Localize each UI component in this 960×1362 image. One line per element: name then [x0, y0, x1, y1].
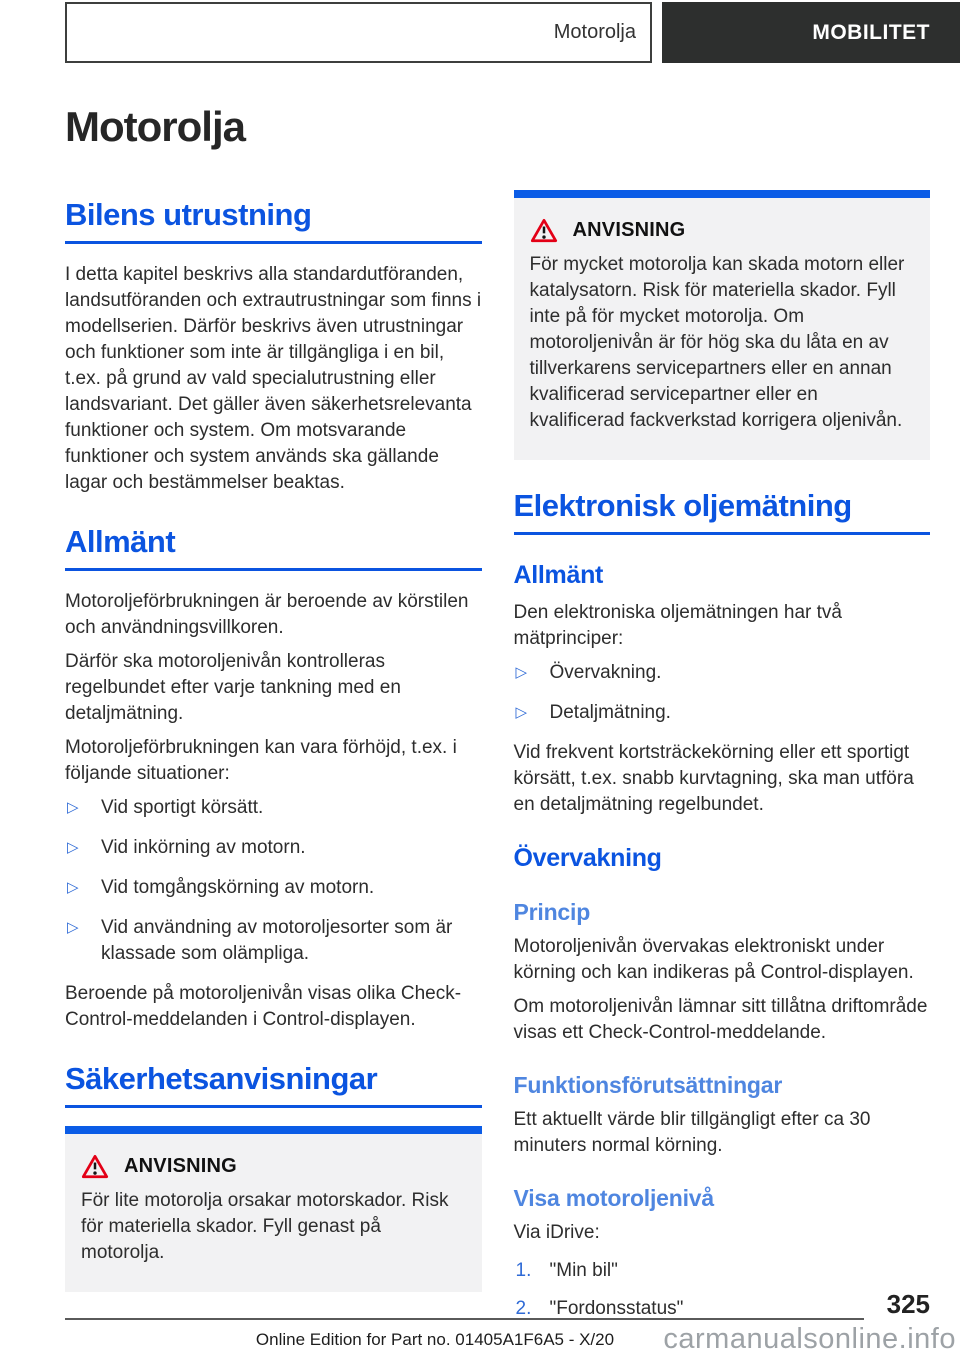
principle-paragraph-1: Motoroljenivån övervakas elektroniskt under körning och kan indikeras på Control-displayen.	[513, 936, 914, 983]
measuring-paragraph-2: Vid frekvent kortsträckekörning eller ett sportigt körsätt, t.ex. snabb kurvtagning, ska man utföra en detaljmätning regelbundet.	[513, 742, 914, 815]
requirements-paragraph: Ett aktuellt värde blir tillgängligt efter ca 30 minuters normal körning.	[513, 1109, 871, 1156]
notice-title: ANVISNING	[124, 1155, 237, 1177]
list-item-text: Övervakning.	[549, 662, 662, 683]
notice-box-low-oil	[65, 1126, 482, 1292]
list-item	[514, 1258, 931, 1284]
heading-bilens-utrustning: Bilens utrustning	[65, 197, 482, 244]
bullet-triangle-icon: ▷	[515, 704, 528, 721]
heading-allmant-left: Allmänt	[65, 524, 482, 571]
watermark-text: carmanualsonline.info	[659, 1323, 956, 1356]
bullet-triangle-icon: ▷	[67, 839, 79, 856]
bullet-triangle-icon: ▷	[67, 799, 79, 816]
header-section-label: Motorolja	[553, 21, 636, 43]
notice-box-too-much-oil	[514, 190, 931, 460]
heading-sakerhetsanvisningar: Säkerhetsanvisningar	[65, 1061, 482, 1108]
warning-triangle-icon	[81, 1154, 109, 1179]
bullet-triangle-icon: ▷	[515, 664, 528, 681]
oil-consumption-bullet-list	[65, 795, 482, 967]
step-number: 1.	[515, 1260, 532, 1281]
measuring-paragraph-1: Den elektroniska oljemätningen har två mätprinciper:	[513, 602, 842, 649]
page-body	[65, 95, 930, 1334]
list-item-text: Vid sportigt körsätt.	[101, 797, 264, 818]
heading-elektronisk-oljematning: Elektronisk oljemätning	[514, 488, 931, 535]
idrive-steps-list	[514, 1258, 931, 1322]
measuring-principles-list	[514, 660, 931, 726]
general-paragraph-4: Beroende på motoroljenivån visas olika Check-Control-meddelanden i Control-displayen.	[65, 983, 462, 1030]
list-item	[514, 660, 931, 686]
right-column	[514, 95, 931, 1334]
notice-header	[81, 1154, 466, 1179]
page-header	[65, 2, 960, 63]
heading-funktionsforutsattningar: Funktionsförutsättningar	[513, 1072, 783, 1098]
list-item	[65, 795, 482, 821]
page-number: 325	[886, 1289, 930, 1319]
list-item-text: Vid användning av motoroljesorter som är klassade som olämpliga.	[101, 917, 453, 964]
heading-princip: Princip	[513, 899, 591, 925]
notice-title: ANVISNING	[572, 219, 686, 241]
general-paragraph-1: Motoroljeförbrukningen är beroende av körstilen och användningsvillkoren.	[65, 591, 469, 638]
heading-visa-motoroljeniva: Visa motoroljenivå	[513, 1185, 714, 1211]
bullet-triangle-icon: ▷	[67, 879, 79, 896]
notice-header	[530, 218, 915, 243]
list-item-text: Detaljmätning.	[549, 702, 671, 723]
list-item	[65, 835, 482, 861]
list-item	[514, 700, 931, 726]
header-section-tab	[65, 2, 652, 63]
notice-text: För mycket motorolja kan skada motorn eller katalysatorn. Risk för materiella skador. Fyll inte på för mycket motorolja. Om motoroljenivån är för hög ska du låta en av tillverkarens servicepartners eller en annan kvalificerad servicepartner eller en kvalificerad fackverkstad korrigera oljenivån.	[529, 254, 905, 431]
heading-overvakning: Övervakning	[513, 844, 662, 872]
step-label: "Fordonsstatus"	[549, 1298, 684, 1319]
general-paragraph-2: Därför ska motoroljenivån kontrolleras regelbundet efter varje tankning med en detaljmätning.	[65, 651, 401, 724]
principle-paragraph-2: Om motoroljenivån lämnar sitt tillåtna driftområde visas ett Check-Control-meddelande.	[513, 996, 928, 1043]
notice-text: För lite motorolja orsakar motorskador. Risk för materiella skador. Fyll genast på motorolja.	[81, 1190, 449, 1263]
list-item-text: Vid tomgångskörning av motorn.	[101, 877, 375, 898]
list-item	[65, 875, 482, 901]
header-chapter-tab	[662, 2, 960, 63]
step-number: 2.	[515, 1298, 532, 1319]
heading-allmant-right: Allmänt	[513, 561, 604, 589]
edition-note: Online Edition for Part no. 01405A1F6A5 - X/20	[255, 1330, 615, 1349]
left-column	[65, 95, 482, 1334]
list-item-text: Vid inkörning av motorn.	[101, 837, 306, 858]
warning-triangle-icon	[530, 218, 558, 243]
page-title: Motorolja	[65, 103, 245, 150]
idrive-intro: Via iDrive:	[513, 1222, 600, 1243]
header-chapter-label: MOBILITET	[812, 20, 930, 44]
footer-divider	[65, 1318, 864, 1320]
list-item	[65, 915, 482, 967]
general-paragraph-3: Motoroljeförbrukningen kan vara förhöjd, t.ex. i följande situationer:	[65, 737, 457, 784]
bullet-triangle-icon: ▷	[67, 919, 79, 936]
step-label: "Min bil"	[549, 1260, 618, 1281]
equipment-paragraph: I detta kapitel beskrivs alla standardutföranden, landsutföranden och extrautrustningar som finns i modellserien. Därför beskrivs även utrustningar och funktioner som inte är tillgängliga i en bil, t.ex. på grund av vald specialutrustning eller landsvariant. Det gäller även säkerhetsrelevanta funktioner och system. Om motsvarande funktioner och system används ska gällande lagar och bestämmelser beaktas.	[65, 264, 482, 493]
